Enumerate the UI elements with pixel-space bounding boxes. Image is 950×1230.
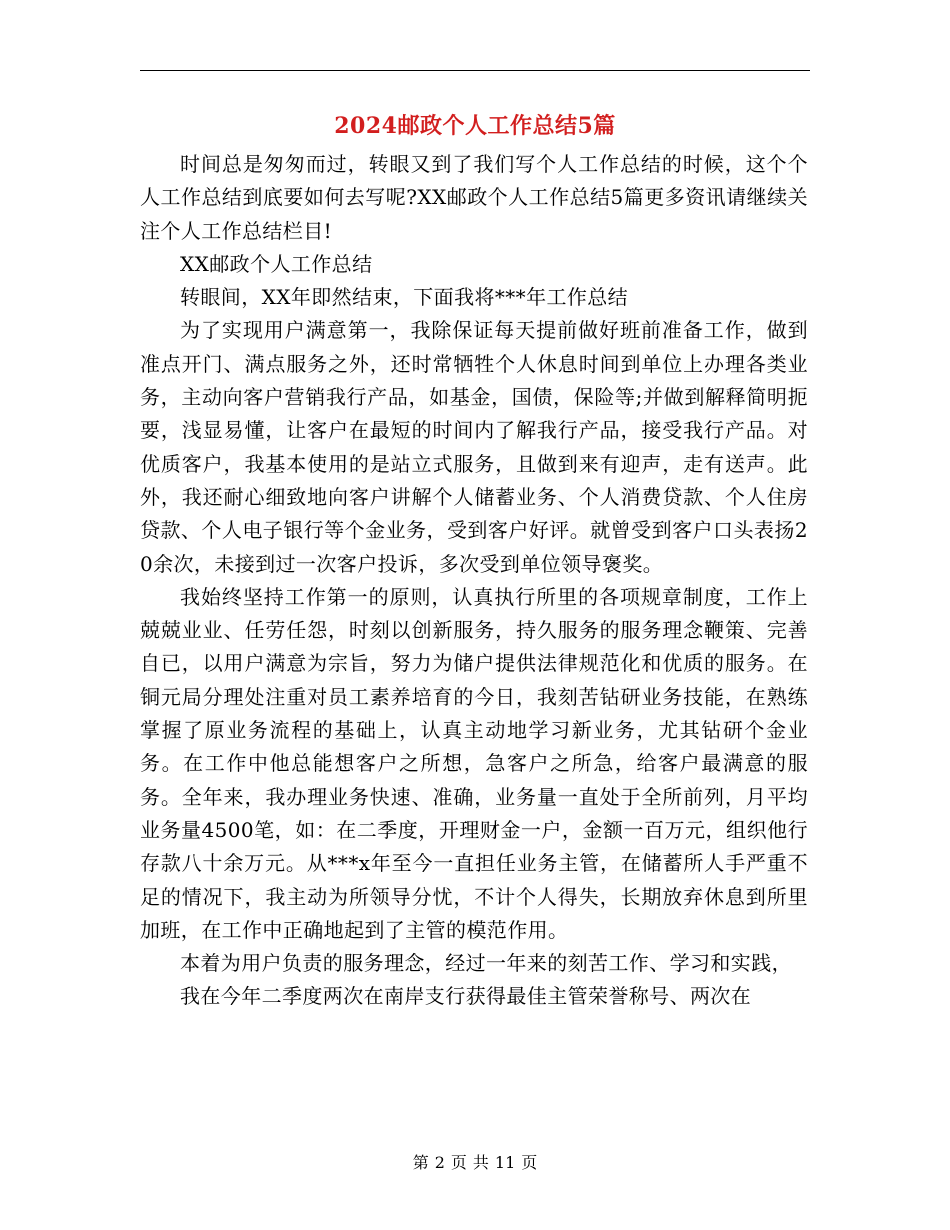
paragraph-intro: 时间总是匆匆而过，转眼又到了我们写个人工作总结的时候，这个个人工作总结到底要如何去写呢?XX邮政个人工作总结5篇更多资讯请继续关注个人工作总结栏目!: [140, 152, 808, 243]
footer-page-mid: 页: [450, 1153, 467, 1172]
paragraph-principle: 我始终坚持工作第一的原则，认真执行所里的各项规章制度，工作上兢兢业业、任劳任怨，时刻以创新服务，持久服务的服务理念鞭策、完善自已，以用户满意为宗旨，努力为储户提供法律规范化和优质的服务。在铜元局分理处注重对员工素养培育的今日，我刻苦钻研业务技能，在熟练掌握了原业务流程的基础上，认真主动地学习新业务，尤其钻研个金业务。在工作中他总能想客户之所想，急客户之所急，给客户最满意的服务。全年来，我办理业务快速、准确，业务量一直处于全所前列，月平均业务量4500笔，如：在二季度，开理财金一户，金额一百万元，组织他行存款八十余万元。从***x年至今一直担任业务主管，在储蓄所人手严重不足的情况下，我主动为所领导分忧，不计个人得失，长期放弃休息到所里加班，在工作中正确地起到了主管的模范作用。: [140, 584, 808, 942]
paragraph-opening: 转眼间，XX年即然结束，下面我将***年工作总结: [180, 285, 629, 310]
footer-total-pages: 11: [494, 1153, 516, 1172]
document-body: [140, 148, 808, 1014]
paragraph-awards: 我在今年二季度两次在南岸支行获得最佳主管荣誉称号、两次在: [180, 984, 752, 1009]
paragraph-practice: 本着为用户负责的服务理念，经过一年来的刻苦工作、学习和实践，: [180, 951, 792, 976]
document-title: 2024邮政个人工作总结5篇: [334, 113, 616, 139]
footer-total-suffix: 页: [521, 1153, 538, 1172]
footer-total-prefix: 共: [472, 1153, 489, 1172]
header-rule: [140, 70, 810, 71]
paragraph-service: 为了实现用户满意第一，我除保证每天提前做好班前准备工作，做到准点开门、满点服务之外，还时常牺牲个人休息时间到单位上办理各类业务，主动向客户营销我行产品，如基金，国债，保险等;并做到解释简明扼要，浅显易懂，让客户在最短的时间内了解我行产品，接受我行产品。对优质客户，我基本使用的是站立式服务，且做到来有迎声，走有送声。此外，我还耐心细致地向客户讲解个人储蓄业务、个人消费贷款、个人住房贷款、个人电子银行等个金业务，受到客户好评。就曾受到客户口头表扬20余次，未接到过一次客户投诉，多次受到单位领导褒奖。: [140, 318, 808, 576]
page-footer: [140, 1152, 810, 1174]
footer-page-prefix: 第: [412, 1153, 429, 1172]
paragraph-subtitle: XX邮政个人工作总结: [180, 251, 373, 276]
footer-page-number: 2: [434, 1153, 445, 1172]
